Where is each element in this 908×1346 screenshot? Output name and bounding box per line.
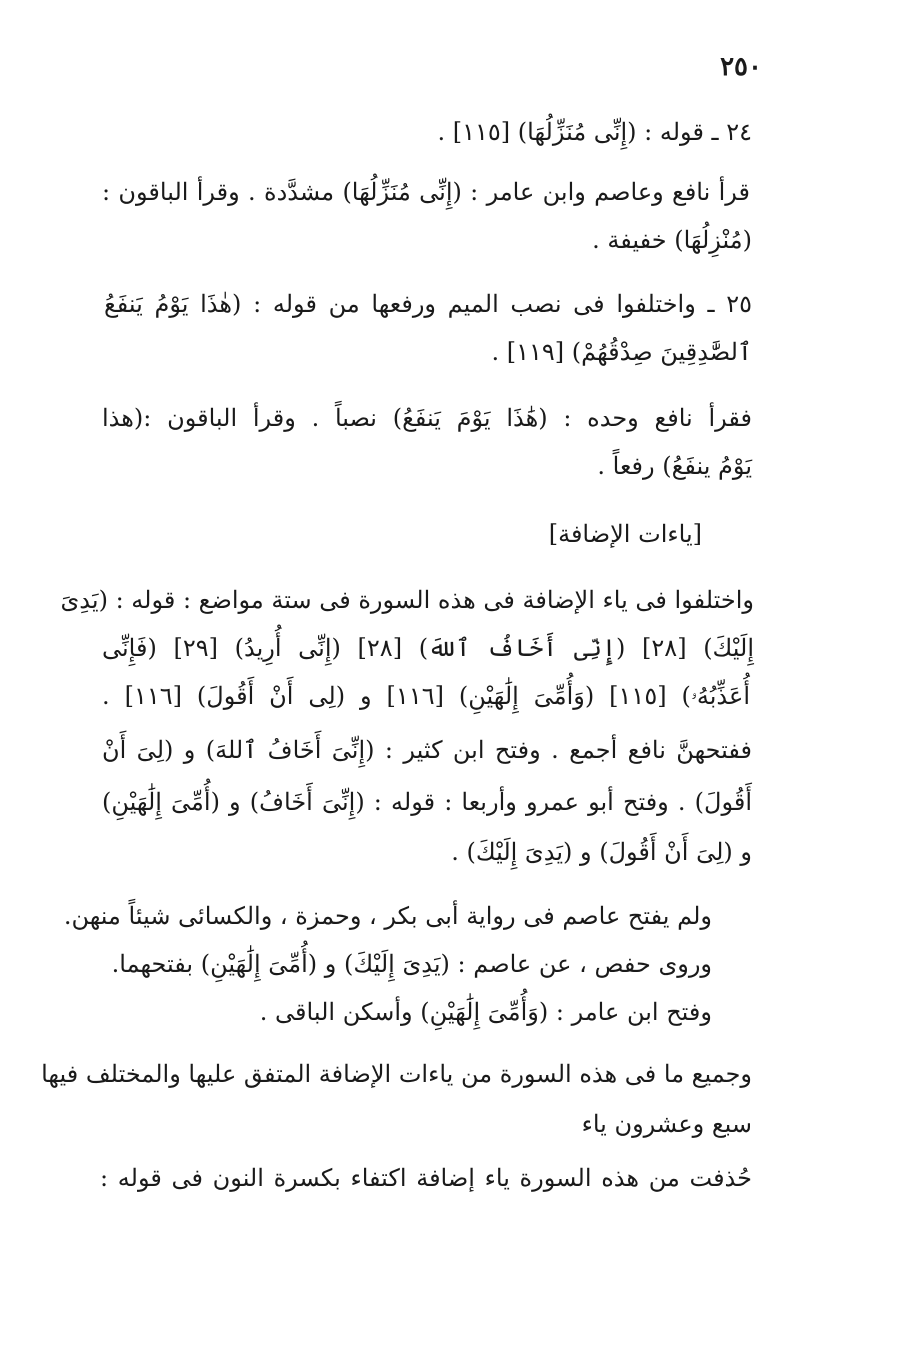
- text-line: فقرأ نافع وحده : (هَٰذَا يَوْمَ يَنفَعُ) نصباً . وقرأ الباقون :(هذا: [102, 404, 752, 432]
- text-line: ففتحهنَّ نافع أجمع . وفتح ابن كثير : (إِنِّىَ أَخَافُ ٱللهَ) و (لِىَ أَنْ: [102, 736, 752, 764]
- text-line: إِلَيْكَ) [٢٨] (إِنِّى أَخَافُ ٱللهَ) [٢٨] (إِنِّى أُرِيدُ) [٢٩] (فَإِنِّى: [102, 634, 755, 662]
- text-line: واختلفوا فى ياء الإضافة فى هذه السورة فى ستة مواضع : قوله : (يَدِىَ: [60, 586, 754, 614]
- text-line: أُعَذِّبُهُۥ) [١١٥] (وَأُمِّىَ إِلَٰهَيْنِ) [١١٦] و (لِى أَنْ أَقُولَ) [١١٦] .: [102, 682, 750, 710]
- text-line: سبع وعشرون ياء: [581, 1110, 752, 1138]
- text-line: و (لِىَ أَنْ أَقُولَ) و (يَدِىَ إِلَيْكَ) .: [451, 838, 752, 866]
- item-25-heading: ٢٥ ـ واختلفوا فى نصب الميم ورفعها من قوله : (هٰذَا يَوْمُ يَنفَعُ: [104, 290, 752, 318]
- page-number: ٢٥٠: [720, 52, 762, 82]
- text-line: قرأ نافع وعاصم وابن عامر : (إِنِّى مُنَزِّلُهَا) مشدَّدة . وقرأ الباقون :: [102, 178, 750, 206]
- text-line: ولم يفتح عاصم فى رواية أبى بكر ، وحمزة ، والكسائى شيئاً منهن.: [63, 902, 712, 930]
- section-heading: [ياءات الإضافة]: [548, 520, 702, 548]
- text-line: حُذفت من هذه السورة ياء إضافة اكتفاء بكسرة النون فى قوله :: [100, 1164, 752, 1192]
- text-line: ٱلصَّٰدِقِينَ صِدْقُهُمْ) [١١٩] .: [491, 338, 752, 366]
- text-line: يَوْمُ ينفَعُ) رفعاً .: [597, 452, 752, 480]
- text-line: وجميع ما فى هذه السورة من ياءات الإضافة المتفق عليها والمختلف فيها: [41, 1060, 752, 1088]
- text-line: وروى حفص ، عن عاصم : (يَدِىَ إِلَيْكَ) و (أُمِّىَ إِلَٰهَيْنِ) بفتحهما.: [111, 950, 712, 978]
- text-line: أَقُولَ) . وفتح أبو عمرو وأربعا : قوله : (إِنِّىَ أَخَافُ) و (أُمِّىَ إِلَٰهَيْنِ): [102, 788, 752, 816]
- text-line: (مُنْزِلُهَا) خفيفة .: [592, 226, 752, 254]
- text-line: وفتح ابن عامر : (وَأُمِّىَ إِلَٰهَيْنِ) وأسكن الباقى .: [259, 998, 712, 1026]
- item-24-heading: ٢٤ ـ قوله : (إِنِّى مُنَزِّلُهَا) [١١٥] .: [437, 118, 752, 146]
